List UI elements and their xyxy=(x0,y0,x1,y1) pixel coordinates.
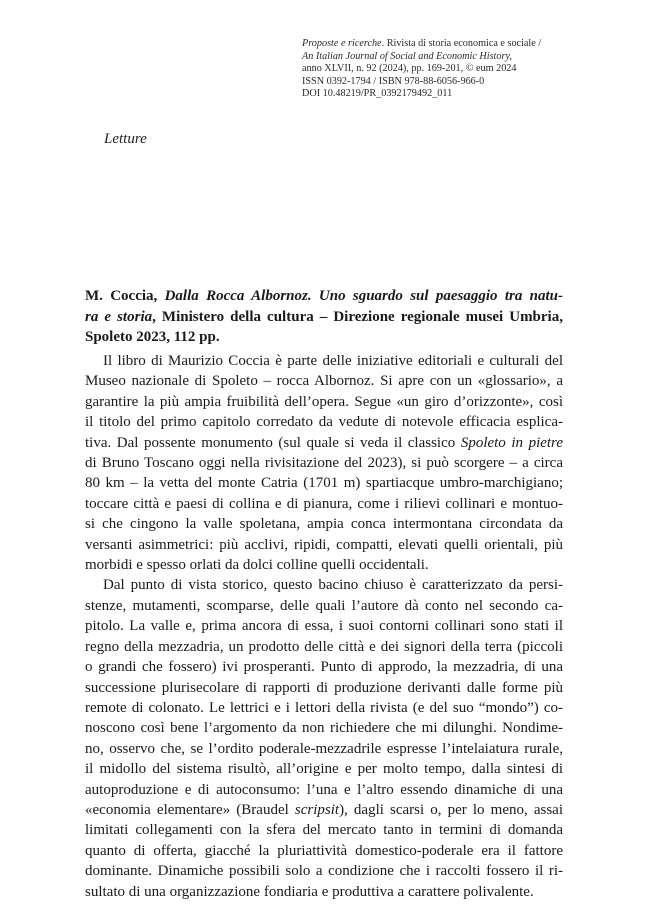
cited-title: Spoleto in pietre xyxy=(460,434,563,451)
body-line: pitolo. La valle e, prima ancora di essa, i suoi contorni collinari sono stati il xyxy=(85,618,563,635)
body-line: il titolo del primo capitolo corredato da vedute di notevole efficacia esplica- xyxy=(85,414,563,431)
body-line: di Bruno Toscano oggi nella rivisitazione del 2023), si può scorgere – a circa xyxy=(85,455,563,472)
body-line: Il libro di Maurizio Coccia è parte delle iniziative editoriali e culturali del xyxy=(103,353,563,369)
reference-line: M. Coccia, Dalla Rocca Albornoz. Uno sguardo sul paesaggio tra natu- xyxy=(85,288,563,304)
body-line: o grandi che fossero) ivi prosperanti. Punto di approdo, la mezzadria, di una xyxy=(85,659,563,676)
masthead-issue: anno XLVII, n. 92 (2024), pp. 169-201, © eum 2024 xyxy=(302,63,517,75)
body-line: versanti asimmetrici: più acclivi, ripidi, compatti, elevati quelli orientali, più xyxy=(85,536,563,553)
body-line: remote di colonato. Le lettrici e i lettori della rivista (e del suo “mondo”) co- xyxy=(85,699,563,716)
body-line: si che cingono la valle spoletana, ampia conca intermontana circondata da xyxy=(85,516,563,533)
body-line: toccare città e paesi di collina e di pianura, come i rilievi collinari e montuo- xyxy=(85,495,563,512)
body-line: regno della mezzadria, un prodotto delle città e dei signori della terra (piccoli xyxy=(85,638,563,655)
body-line: Dal punto di vista storico, questo bacino chiuso è caratterizzato da persi- xyxy=(103,577,563,594)
body-line: 80 km – la vetta del monte Catria (1701 m) spartiacque umbro-marchigiano; xyxy=(85,475,563,492)
body-line: garantire la più ampia fruibilità dell’opera. Segue «un giro d’orizzonte», così xyxy=(85,393,563,410)
masthead-line-1: Proposte e ricerche. Rivista di storia economica e sociale / xyxy=(302,38,542,49)
review-body xyxy=(85,351,563,902)
body-line: autoproduzione e di autoconsumo: l’una e l’altro essendo dinamiche di una xyxy=(85,781,563,798)
journal-masthead xyxy=(302,38,642,101)
book-reference xyxy=(85,286,563,348)
latin-term: scripsit xyxy=(294,801,340,818)
journal-name: Proposte e ricerche xyxy=(302,38,382,49)
body-line: limitati collegamenti con la sfera del mercato tanto in termini di domanda xyxy=(85,822,563,839)
body-line: dominante. Dinamiche possibili solo a condizione che i raccolti fossero il ri- xyxy=(85,863,563,880)
body-line: successione plurisecolare di rapporti di produzione derivanti dalle forme più xyxy=(85,679,563,696)
section-title: Letture xyxy=(104,131,147,147)
body-line: no, osservo che, se l’ordito poderale-mezzadrile espresse l’intelaiatura rurale, xyxy=(85,740,563,757)
reference-line: ra e storia, Ministero della cultura – Direzione regionale musei Umbria, xyxy=(85,308,563,325)
body-line: morbidi e spesso orlati da dolci colline quelli occidentali. xyxy=(85,557,429,574)
body-line: il midollo del sistema risultò, all’origine e per molto tempo, dalla sintesi di xyxy=(85,761,563,778)
body-line: Museo nazionale di Spoleto – rocca Albornoz. Si apre con un «glossario», a xyxy=(85,373,563,390)
body-line: stenze, mutamenti, scomparse, delle quali l’autore dà conto nel secondo ca- xyxy=(85,597,563,614)
reference-line: Spoleto 2023, 112 pp. xyxy=(85,329,220,345)
body-line: tiva. Dal possente monumento (sul quale si veda il classico Spoleto in pietre xyxy=(85,434,563,451)
body-line: «economia elementare» (Braudel scripsit), dagli scarsi o, per lo meno, assai xyxy=(85,801,563,818)
masthead-doi: DOI 10.48219/PR_0392179492_011 xyxy=(302,88,453,100)
body-line: sultato di una organizzazione fondiaria e produttiva a carattere polivalente. xyxy=(85,883,534,900)
body-line: quanto di offerta, giacché la pluriattività domestico-poderale era il fattore xyxy=(85,842,563,859)
masthead-issn: ISSN 0392-1794 / ISBN 978-88-6056-966-0 xyxy=(302,75,485,87)
masthead-line-2: An Italian Journal of Social and Economic History, xyxy=(302,50,512,62)
book-title: Dalla Rocca Albornoz. Uno sguardo sul paesaggio tra natu- xyxy=(164,288,563,304)
body-line: noscono così bene l’argomento da non richiedere che mi dilunghi. Nondime- xyxy=(85,720,563,737)
